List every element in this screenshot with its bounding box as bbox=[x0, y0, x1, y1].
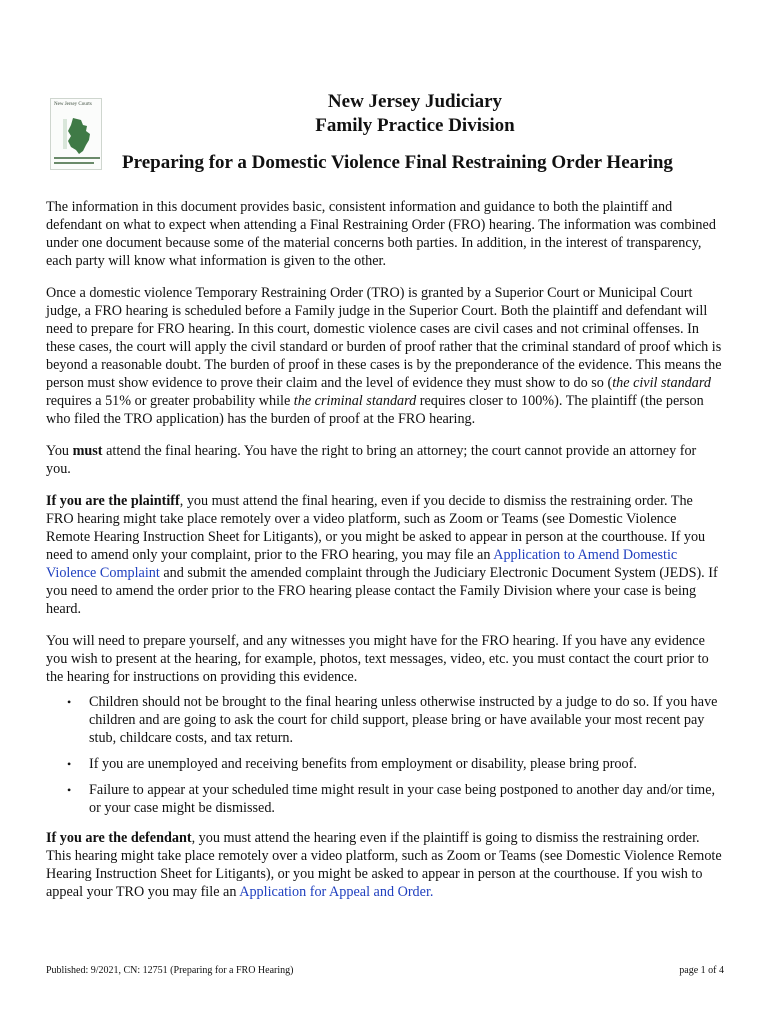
civil-standard-text: the civil standard bbox=[612, 375, 711, 391]
text-span: , you must attend the hearing even if the plaintiff is going to dismiss the restraining order. This hearing might take place remotely over a video platform, such as Zoom or Teams (see Domestic Violence Remote Hearing Instruction Sheet for Litigants), or you might be asked to appear in person at the courthouse. If you wish to appeal your TRO you may file an bbox=[46, 830, 722, 900]
intro-paragraph: The information in this document provides basic, consistent information and guidance to both the plaintiff and defendant on what to expect when attending a Final Restraining Order (FRO) hearing. The information was combined under one document because some of the material concerns both parties. In addition, in the interest of transparency, each party will know what information is given to the other. bbox=[46, 199, 716, 269]
plaintiff-paragraph bbox=[46, 492, 722, 618]
footer-published: Published: 9/2021, CN: 12751 (Preparing for a FRO Hearing) bbox=[46, 965, 294, 976]
text-span: , you must attend the final hearing, even if you decide to dismiss the restraining order. The FRO hearing might take place remotely over a video platform, such as Zoom or Teams (see Domestic Violence Remote Hearing Instruction Sheet for Litigants), or you might be asked to appear in person at the courthouse. If you need to amend only your complaint, prior to the FRO hearing, you may file an bbox=[46, 493, 706, 563]
text-span: Once a domestic violence Temporary Restraining Order (TRO) is granted by a Superior Court or Municipal Court judge, a FRO hearing is scheduled before a Family judge in the Superior Court. Both the plaintiff and defendant will need to prepare for FRO hearing. In this court, domestic violence cases are civil cases and not criminal offenses. In these cases, the court will apply the civil standard or burden of proof rather that the criminal standard of proof which is beyond a reasonable doubt. The burden of proof in these cases is by the preponderance of the evidence. This means the person must show evidence to prove their claim and the level of evidence they must show to do so ( bbox=[46, 285, 722, 391]
defendant-paragraph bbox=[46, 829, 722, 901]
text-span: You bbox=[46, 443, 73, 459]
org-name: New Jersey Judiciary bbox=[327, 91, 503, 112]
appeal-application-link[interactable]: Application for Appeal and Order. bbox=[239, 884, 434, 900]
bullet-icon: • bbox=[67, 783, 72, 797]
bullet-list bbox=[46, 693, 722, 817]
text-span: attend the final hearing. You have the right to bring an attorney; the court cannot provide an attorney for you. bbox=[46, 443, 697, 477]
text-span: and submit the amended complaint through the Judiciary Electronic Document System (JEDS). If you need to amend the order prior to the FRO hearing please contact the Family Division where your case is being heard. bbox=[46, 565, 718, 617]
standard-of-proof-paragraph bbox=[46, 284, 722, 428]
list-item bbox=[67, 781, 722, 817]
division-name: Family Practice Division bbox=[315, 115, 515, 136]
attendance-paragraph bbox=[46, 442, 722, 478]
list-item-text: If you are unemployed and receiving benefits from employment or disability, please bring proof. bbox=[89, 756, 637, 772]
document-body bbox=[46, 198, 722, 915]
bullet-icon: • bbox=[67, 695, 72, 709]
must-text: must bbox=[72, 443, 103, 459]
logo-text: New Jersey Courts bbox=[54, 102, 92, 107]
list-item bbox=[67, 693, 722, 747]
defendant-heading: If you are the defendant bbox=[46, 830, 192, 846]
text-span: requires a 51% or greater probability while bbox=[46, 393, 294, 409]
document-title: Preparing for a Domestic Violence Final Restraining Order Hearing bbox=[122, 152, 673, 173]
criminal-standard-text: the criminal standard bbox=[293, 393, 417, 409]
logo-rule bbox=[54, 162, 94, 164]
document-header bbox=[0, 90, 770, 138]
plaintiff-heading: If you are the plaintiff bbox=[46, 493, 180, 509]
prepare-paragraph: You will need to prepare yourself, and any witnesses you might have for the FRO hearing. If you have any evidence you wish to present at the hearing, for example, photos, text messages, video, etc. you must contact the court prior to the hearing for instructions on providing this evidence. bbox=[46, 633, 709, 685]
list-item-text: Failure to appear at your scheduled time might result in your case being postponed to another day and/or time, or your case might be dismissed. bbox=[89, 782, 716, 816]
list-item-text: Children should not be brought to the final hearing unless otherwise instructed by a judge to do so. If you have children and are going to ask the court for child support, please bring or have available your most recent pay stub, childcare costs, and tax return. bbox=[89, 694, 718, 746]
list-item bbox=[67, 755, 722, 773]
text-span: requires closer to 100%). The plaintiff (the person who filed the TRO application) has the burden of proof at the FRO hearing. bbox=[46, 393, 704, 427]
page-number: page 1 of 4 bbox=[679, 965, 724, 976]
bullet-icon: • bbox=[67, 757, 72, 771]
amend-complaint-link[interactable]: Application to Amend Domestic Violence Complaint bbox=[46, 547, 678, 581]
logo-rule bbox=[54, 157, 100, 159]
